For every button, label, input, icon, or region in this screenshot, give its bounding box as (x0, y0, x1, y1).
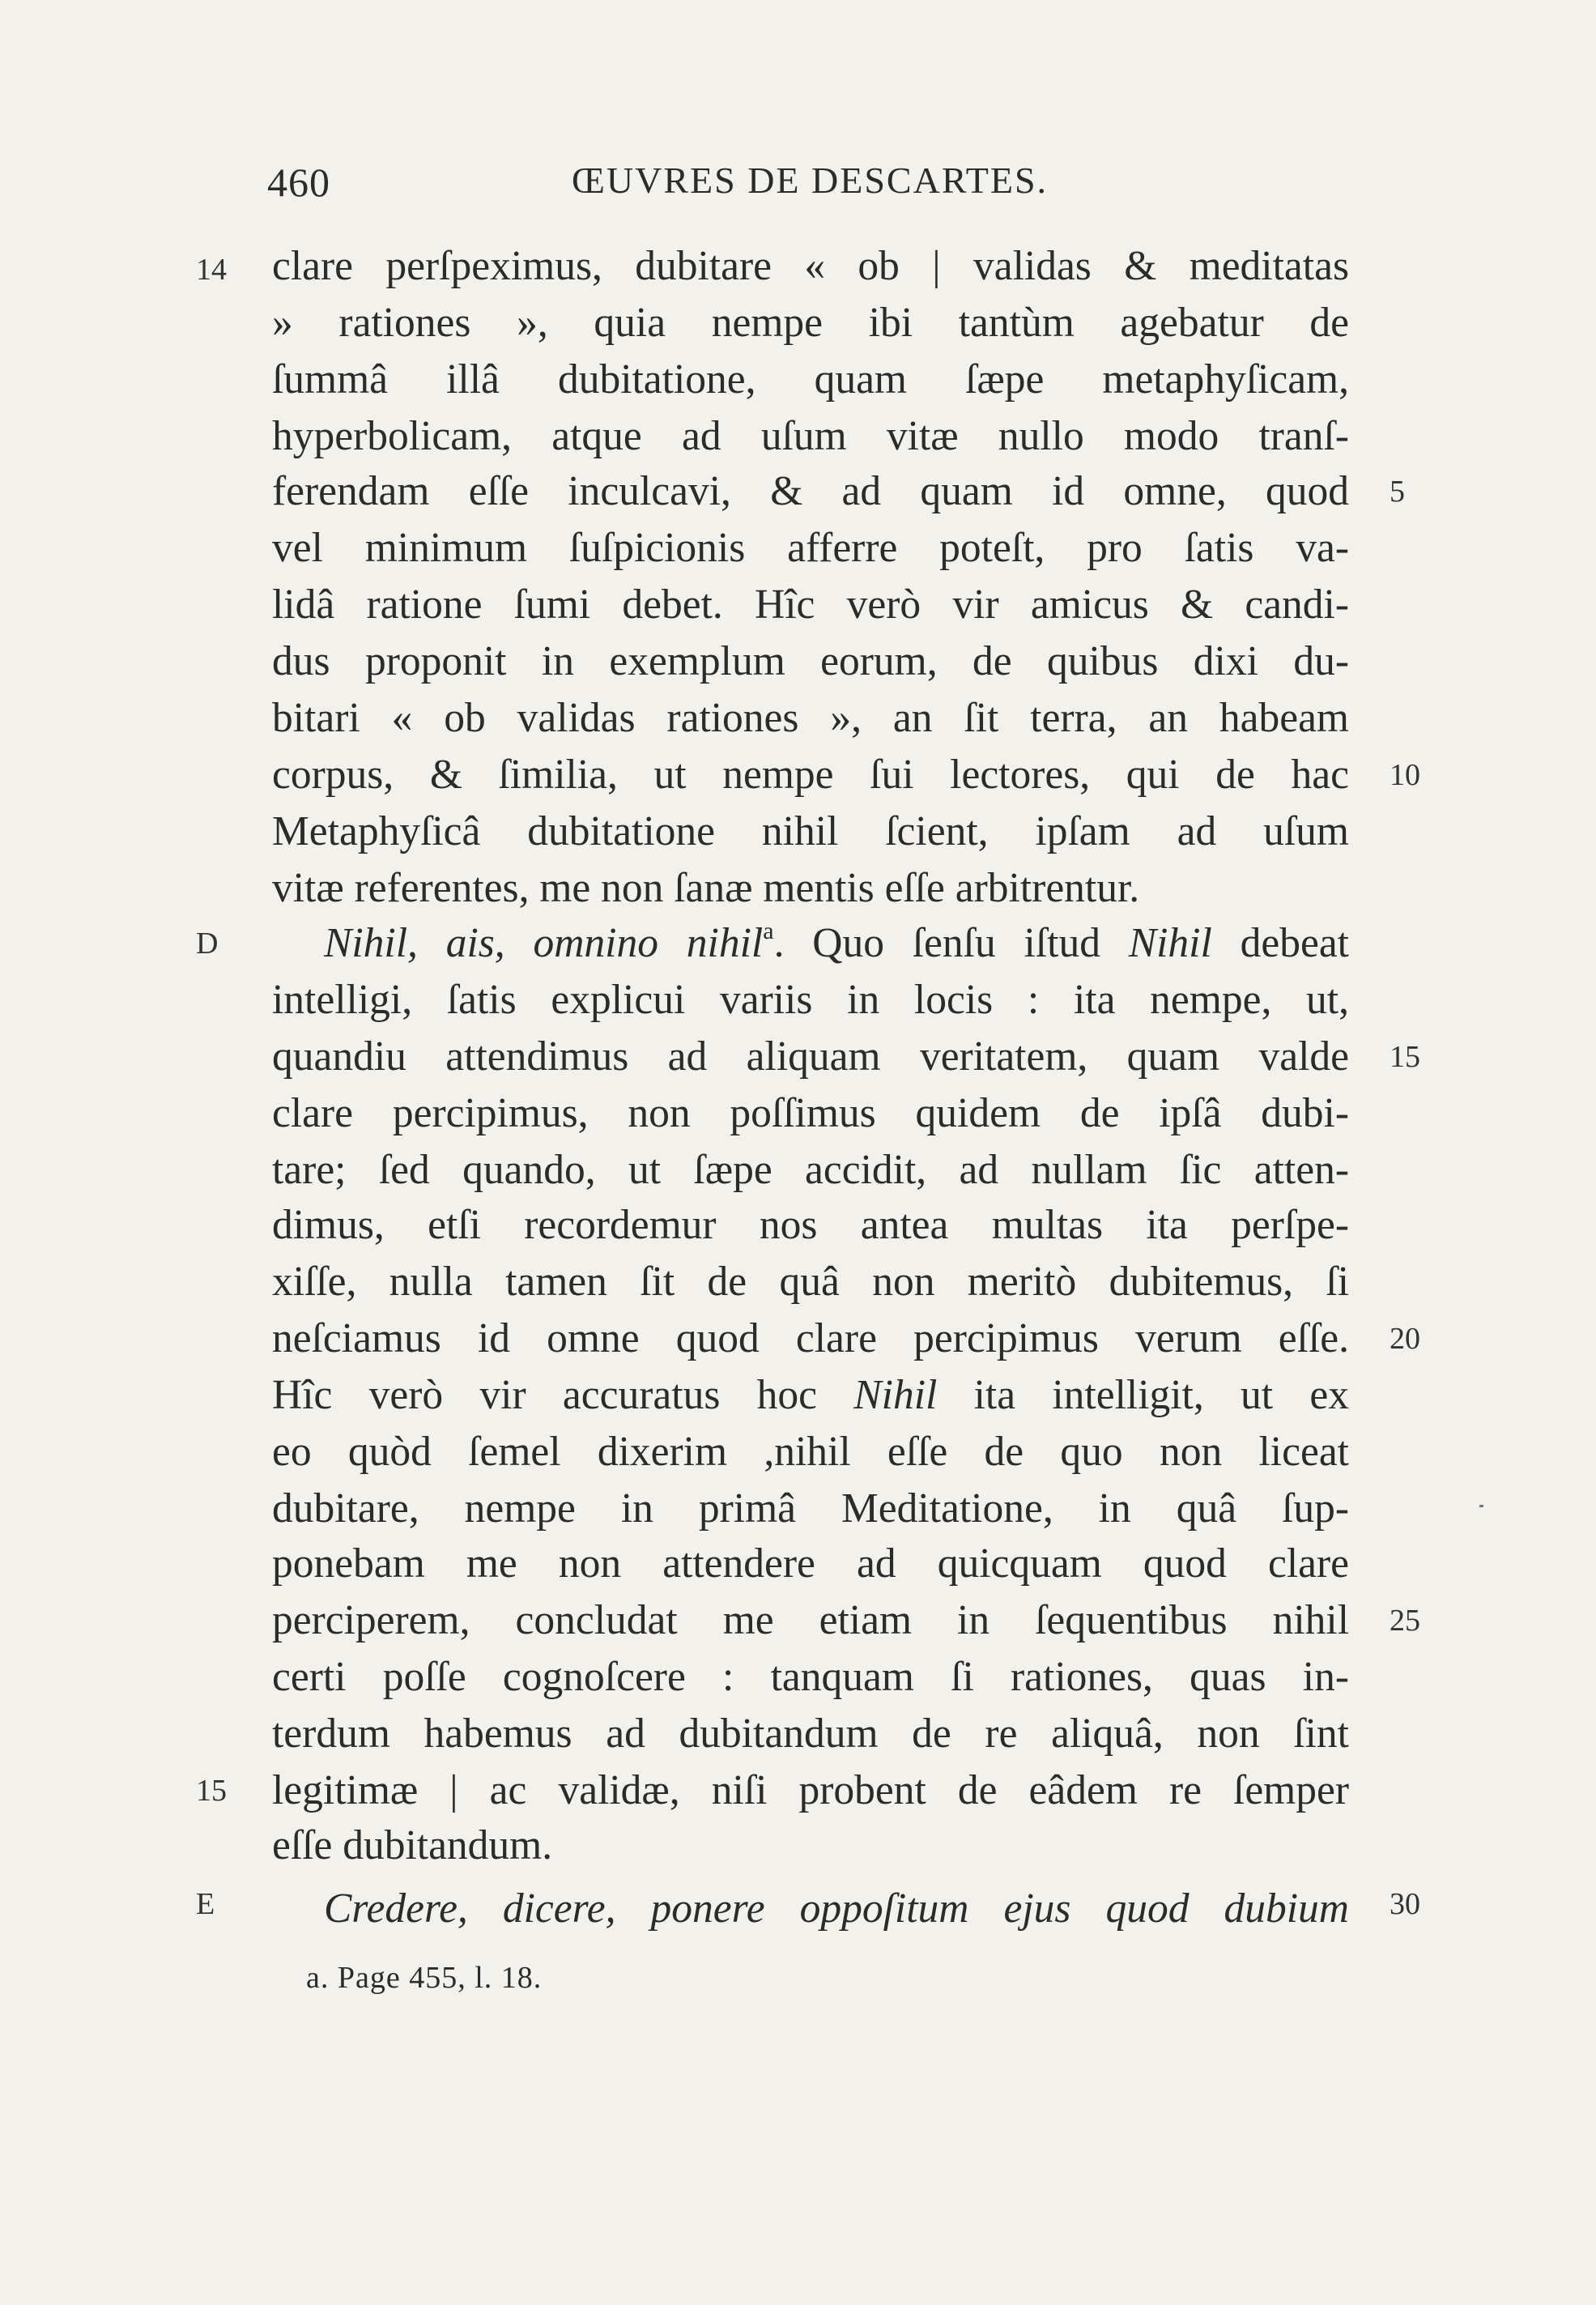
line-number: 30 (1390, 1887, 1420, 1921)
text-line: ponebam me non attendere ad quicquam quod clare (272, 1540, 1349, 1587)
line-number: 20 (1390, 1322, 1420, 1356)
margin-ref-left: 14 (196, 253, 227, 287)
text-line: dubitare, nempe in primâ Meditatione, in quâ ſup- (272, 1485, 1349, 1532)
margin-ref-left: D (196, 927, 219, 961)
ink-speck (1479, 1505, 1483, 1507)
text-line: bitari « ob validas rationes », an ſit terra, an habeam (272, 695, 1349, 741)
text-line: quandiu attendimus ad aliquam veritatem, quam valde (272, 1033, 1349, 1080)
text-line: ſummâ illâ dubitatione, quam ſæpe metaphyſicam, (272, 356, 1349, 403)
text-line: Metaphyſicâ dubitatione nihil ſcient, ipſam ad uſum (272, 808, 1349, 854)
text-line: vel minimum ſuſpicionis afferre poteſt, pro ſatis va- (272, 525, 1349, 571)
text-line: legitimæ | ac validæ, niſi probent de eâdem re ſemper (272, 1767, 1349, 1813)
italic-word: Nihil (853, 1372, 938, 1418)
text-span: Hîc verò vir accuratus hoc (272, 1372, 854, 1418)
text-line: tare; ſed quando, ut ſæpe accidit, ad nullam ſic atten- (272, 1147, 1349, 1193)
text-span: . Quo ſenſu iſtud (773, 920, 1129, 966)
line-number: 5 (1390, 475, 1405, 509)
text-line: clare perſpeximus, dubitare « ob | validas & meditatas (272, 243, 1349, 289)
text-span: debeat (1211, 920, 1349, 966)
text-line-italic: Credere, dicere, ponere oppoſitum ejus quod dubium (324, 1885, 1349, 1932)
page-number: 460 (267, 160, 330, 205)
margin-ref-left: E (196, 1887, 215, 1921)
text-span: ita intelligit, ut ex (937, 1372, 1349, 1418)
line-number: 15 (1390, 1040, 1420, 1074)
text-line: intelligi, ſatis explicui variis in locis : ita nempe, ut, (272, 977, 1349, 1023)
text-line-nihil (324, 917, 1349, 970)
line-number: 10 (1390, 758, 1420, 792)
text-line: corpus, & ſimilia, ut nempe ſui lectores, qui de hac (272, 752, 1349, 798)
text-line: » rationes », quia nempe ibi tantùm agebatur de (272, 300, 1349, 346)
text-line: eſſe dubitandum. (272, 1822, 553, 1868)
line-number: 25 (1390, 1604, 1420, 1638)
running-title: ŒUVRES DE DESCARTES. (572, 160, 1049, 201)
text-line: clare percipimus, non poſſimus quidem de ipſâ dubi- (272, 1090, 1349, 1136)
text-line: vitæ referentes, me non ſanæ mentis eſſe arbitrentur. (272, 865, 1140, 911)
text-line: eo quòd ſemel dixerim ,nihil eſſe de quo non liceat (272, 1429, 1349, 1475)
footnote-marker: a (763, 917, 774, 944)
text-line: lidâ ratione ſumi debet. Hîc verò vir amicus & candi- (272, 582, 1349, 628)
italic-word: Nihil (1128, 920, 1212, 966)
margin-ref-left: 15 (196, 1774, 227, 1808)
text-line: neſciamus id omne quod clare percipimus verum eſſe. (272, 1315, 1349, 1361)
text-line-hic (272, 1369, 1349, 1422)
text-line: dus proponit in exemplum eorum, de quibus dixi du- (272, 638, 1349, 684)
text-line: certi poſſe cognoſcere : tanquam ſi rationes, quas in- (272, 1654, 1349, 1700)
text-line: terdum habemus ad dubitandum de re aliquâ, non ſint (272, 1711, 1349, 1757)
footnote: a. Page 455, l. 18. (306, 1961, 543, 1995)
text-line: xiſſe, nulla tamen ſit de quâ non meritò dubitemus, ſi (272, 1259, 1349, 1305)
text-line: ferendam eſſe inculcavi, & ad quam id omne, quod (272, 468, 1349, 514)
page-header (0, 159, 1596, 215)
text-line: perciperem, concludat me etiam in ſequentibus nihil (272, 1597, 1349, 1643)
text-line: dimus, etſi recordemur nos antea multas ita perſpe- (272, 1202, 1349, 1248)
text-line: hyperbolicam, atque ad uſum vitæ nullo modo tranſ- (272, 413, 1349, 459)
italic-quote: Nihil, ais, omnino nihil (324, 920, 764, 966)
